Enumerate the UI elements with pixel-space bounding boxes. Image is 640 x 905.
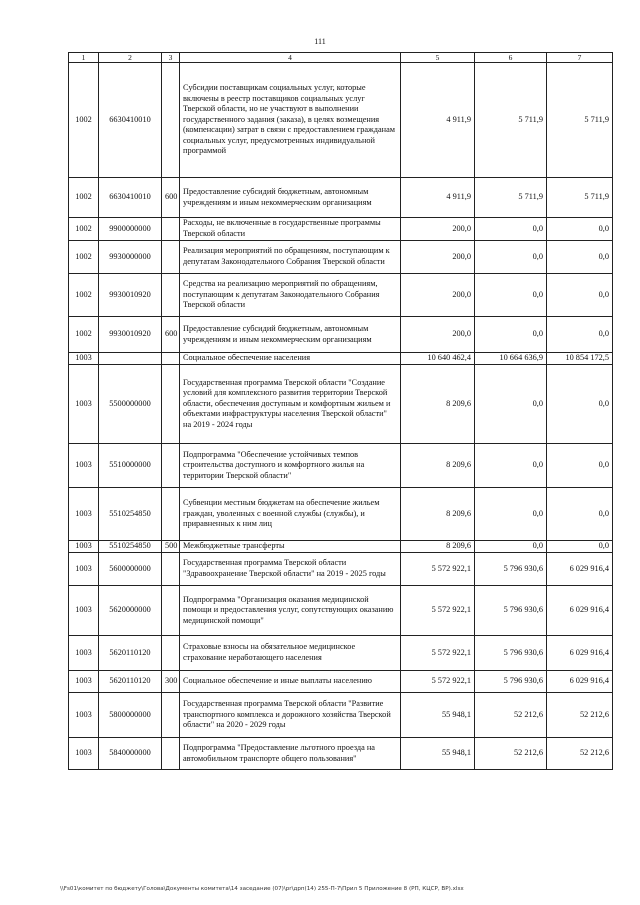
table-row [69, 488, 613, 541]
cell-amount-year2: 10 664 636,9 [475, 353, 547, 365]
cell-section: 1003 [69, 488, 99, 541]
cell-amount-year1: 4 911,9 [401, 63, 475, 178]
cell-section: 1002 [69, 317, 99, 353]
table-row [69, 553, 613, 586]
cell-section: 1002 [69, 63, 99, 178]
cell-amount-year1: 10 640 462,4 [401, 353, 475, 365]
cell-expense-type: 600 [162, 178, 180, 218]
cell-name: Государственная программа Тверской области "Создание условий для комплексного развития территории Тверской области, обеспечения доступным и комфортным жильем и объектами инфраструктуры населения Тверской области" на 2019 - 2024 годы [180, 365, 401, 444]
cell-expense-type [162, 693, 180, 738]
column-header: 6 [475, 53, 547, 63]
cell-target-article: 9930010920 [99, 274, 162, 317]
cell-amount-year3: 0,0 [547, 444, 613, 488]
cell-amount-year3: 5 711,9 [547, 63, 613, 178]
table-row [69, 218, 613, 241]
file-path-footer: \\Fs01\комитет по бюджету\Голова\Документы комитета\14 заседание (07)\pr\дрп(14) 255-П-7\Прил 5 Приложение 8 (РП, КЦСР, ВР).xlsx [60, 886, 464, 892]
cell-expense-type [162, 365, 180, 444]
cell-target-article: 9900000000 [99, 218, 162, 241]
cell-expense-type [162, 586, 180, 636]
cell-expense-type [162, 353, 180, 365]
cell-target-article: 9930000000 [99, 241, 162, 274]
cell-expense-type: 300 [162, 671, 180, 693]
cell-name: Субвенции местным бюджетам на обеспечение жильем граждан, уволенных с военной службы (службы), и приравненных к ним лиц [180, 488, 401, 541]
cell-name: Государственная программа Тверской области "Здравоохранение Тверской области" на 2019 - 2025 годы [180, 553, 401, 586]
cell-amount-year2: 0,0 [475, 444, 547, 488]
cell-expense-type [162, 241, 180, 274]
cell-target-article: 5500000000 [99, 365, 162, 444]
cell-amount-year3: 0,0 [547, 218, 613, 241]
cell-target-article [99, 353, 162, 365]
cell-amount-year1: 200,0 [401, 241, 475, 274]
table-row [69, 693, 613, 738]
table-row [69, 541, 613, 553]
table-row [69, 738, 613, 770]
column-header: 2 [99, 53, 162, 63]
cell-amount-year1: 8 209,6 [401, 488, 475, 541]
cell-amount-year3: 52 212,6 [547, 693, 613, 738]
cell-expense-type: 500 [162, 541, 180, 553]
cell-section: 1003 [69, 444, 99, 488]
table-row [69, 671, 613, 693]
cell-amount-year2: 0,0 [475, 317, 547, 353]
column-header: 1 [69, 53, 99, 63]
page-number: 111 [314, 37, 326, 46]
cell-amount-year2: 0,0 [475, 488, 547, 541]
cell-amount-year2: 0,0 [475, 541, 547, 553]
table-row [69, 586, 613, 636]
cell-amount-year3: 10 854 172,5 [547, 353, 613, 365]
cell-amount-year1: 5 572 922,1 [401, 553, 475, 586]
cell-section: 1002 [69, 178, 99, 218]
cell-section: 1003 [69, 541, 99, 553]
cell-name: Подпрограмма "Организация оказания медицинской помощи и предоставления услуг, сопутствующих оказанию медицинской помощи" [180, 586, 401, 636]
cell-amount-year3: 6 029 916,4 [547, 553, 613, 586]
cell-expense-type [162, 274, 180, 317]
cell-amount-year2: 0,0 [475, 241, 547, 274]
cell-amount-year2: 5 796 930,6 [475, 553, 547, 586]
cell-expense-type [162, 63, 180, 178]
table-row [69, 178, 613, 218]
cell-expense-type [162, 488, 180, 541]
column-header: 4 [180, 53, 401, 63]
cell-section: 1003 [69, 738, 99, 770]
table-row [69, 353, 613, 365]
cell-amount-year1: 5 572 922,1 [401, 671, 475, 693]
cell-target-article: 5510254850 [99, 541, 162, 553]
cell-amount-year1: 200,0 [401, 317, 475, 353]
cell-amount-year2: 5 796 930,6 [475, 636, 547, 671]
cell-amount-year3: 0,0 [547, 488, 613, 541]
cell-amount-year1: 8 209,6 [401, 541, 475, 553]
cell-section: 1002 [69, 218, 99, 241]
cell-amount-year2: 5 711,9 [475, 63, 547, 178]
cell-amount-year2: 5 711,9 [475, 178, 547, 218]
cell-expense-type [162, 553, 180, 586]
header-row [69, 53, 613, 63]
cell-name: Расходы, не включенные в государственные программы Тверской области [180, 218, 401, 241]
cell-amount-year1: 8 209,6 [401, 444, 475, 488]
cell-name: Предоставление субсидий бюджетным, автономным учреждениям и иным некоммерческим организациям [180, 178, 401, 218]
cell-section: 1003 [69, 586, 99, 636]
table-row [69, 317, 613, 353]
column-header: 5 [401, 53, 475, 63]
table-row [69, 63, 613, 178]
cell-amount-year3: 5 711,9 [547, 178, 613, 218]
cell-amount-year1: 55 948,1 [401, 693, 475, 738]
cell-amount-year1: 4 911,9 [401, 178, 475, 218]
table-row [69, 444, 613, 488]
cell-expense-type [162, 444, 180, 488]
table-row [69, 274, 613, 317]
cell-name: Государственная программа Тверской области "Развитие транспортного комплекса и дорожного хозяйства Тверской области" на 2020 - 2029 годы [180, 693, 401, 738]
cell-amount-year1: 55 948,1 [401, 738, 475, 770]
cell-section: 1003 [69, 553, 99, 586]
cell-section: 1003 [69, 353, 99, 365]
cell-amount-year3: 0,0 [547, 365, 613, 444]
cell-amount-year3: 52 212,6 [547, 738, 613, 770]
cell-section: 1002 [69, 241, 99, 274]
cell-amount-year3: 6 029 916,4 [547, 671, 613, 693]
cell-name: Подпрограмма "Предоставление льготного проезда на автомобильном транспорте общего пользования" [180, 738, 401, 770]
cell-target-article: 5620110120 [99, 636, 162, 671]
cell-amount-year3: 6 029 916,4 [547, 636, 613, 671]
table-row [69, 241, 613, 274]
cell-target-article: 5620000000 [99, 586, 162, 636]
cell-amount-year3: 6 029 916,4 [547, 586, 613, 636]
cell-name: Социальное обеспечение и иные выплаты населению [180, 671, 401, 693]
cell-expense-type: 600 [162, 317, 180, 353]
cell-section: 1003 [69, 693, 99, 738]
cell-target-article: 5840000000 [99, 738, 162, 770]
cell-amount-year1: 5 572 922,1 [401, 636, 475, 671]
cell-name: Страховые взносы на обязательное медицинское страхование неработающего населения [180, 636, 401, 671]
cell-section: 1003 [69, 636, 99, 671]
cell-target-article: 6630410010 [99, 63, 162, 178]
cell-amount-year2: 5 796 930,6 [475, 586, 547, 636]
cell-target-article: 9930010920 [99, 317, 162, 353]
table-row [69, 365, 613, 444]
cell-name: Подпрограмма "Обеспечение устойчивых темпов строительства доступного и комфортного жилья на территории Тверской области" [180, 444, 401, 488]
cell-name: Межбюджетные трансферты [180, 541, 401, 553]
cell-amount-year3: 0,0 [547, 241, 613, 274]
cell-target-article: 5620110120 [99, 671, 162, 693]
cell-target-article: 5800000000 [99, 693, 162, 738]
cell-target-article: 5600000000 [99, 553, 162, 586]
cell-target-article: 5510000000 [99, 444, 162, 488]
cell-amount-year2: 52 212,6 [475, 738, 547, 770]
cell-amount-year2: 0,0 [475, 365, 547, 444]
cell-target-article: 5510254850 [99, 488, 162, 541]
cell-amount-year2: 5 796 930,6 [475, 671, 547, 693]
cell-name: Социальное обеспечение населения [180, 353, 401, 365]
cell-amount-year2: 0,0 [475, 274, 547, 317]
cell-amount-year3: 0,0 [547, 274, 613, 317]
cell-section: 1002 [69, 274, 99, 317]
cell-amount-year2: 0,0 [475, 218, 547, 241]
cell-amount-year1: 5 572 922,1 [401, 586, 475, 636]
column-header: 7 [547, 53, 613, 63]
cell-amount-year1: 200,0 [401, 274, 475, 317]
cell-amount-year1: 8 209,6 [401, 365, 475, 444]
cell-name: Предоставление субсидий бюджетным, автономным учреждениям и иным некоммерческим организациям [180, 317, 401, 353]
column-header: 3 [162, 53, 180, 63]
cell-amount-year3: 0,0 [547, 317, 613, 353]
table-body [69, 63, 613, 770]
cell-expense-type [162, 636, 180, 671]
cell-target-article: 6630410010 [99, 178, 162, 218]
table-row [69, 636, 613, 671]
cell-name: Реализация мероприятий по обращениям, поступающим к депутатам Законодательного Собрания Тверской области [180, 241, 401, 274]
cell-name: Субсидии поставщикам социальных услуг, которые включены в реестр поставщиков социальных услуг Тверской области, но не участвуют в выполнении государственного задания (заказа), в целях возмещения (компенсации) затрат в связи с предоставлением гражданам социальных услуг, предусмотренных индивидуальной программой [180, 63, 401, 178]
cell-section: 1003 [69, 365, 99, 444]
cell-expense-type [162, 218, 180, 241]
cell-section: 1003 [69, 671, 99, 693]
cell-amount-year2: 52 212,6 [475, 693, 547, 738]
cell-amount-year3: 0,0 [547, 541, 613, 553]
cell-expense-type [162, 738, 180, 770]
budget-table [68, 52, 613, 770]
cell-name: Средства на реализацию мероприятий по обращениям, поступающим к депутатам Законодательного Собрания Тверской области [180, 274, 401, 317]
cell-amount-year1: 200,0 [401, 218, 475, 241]
